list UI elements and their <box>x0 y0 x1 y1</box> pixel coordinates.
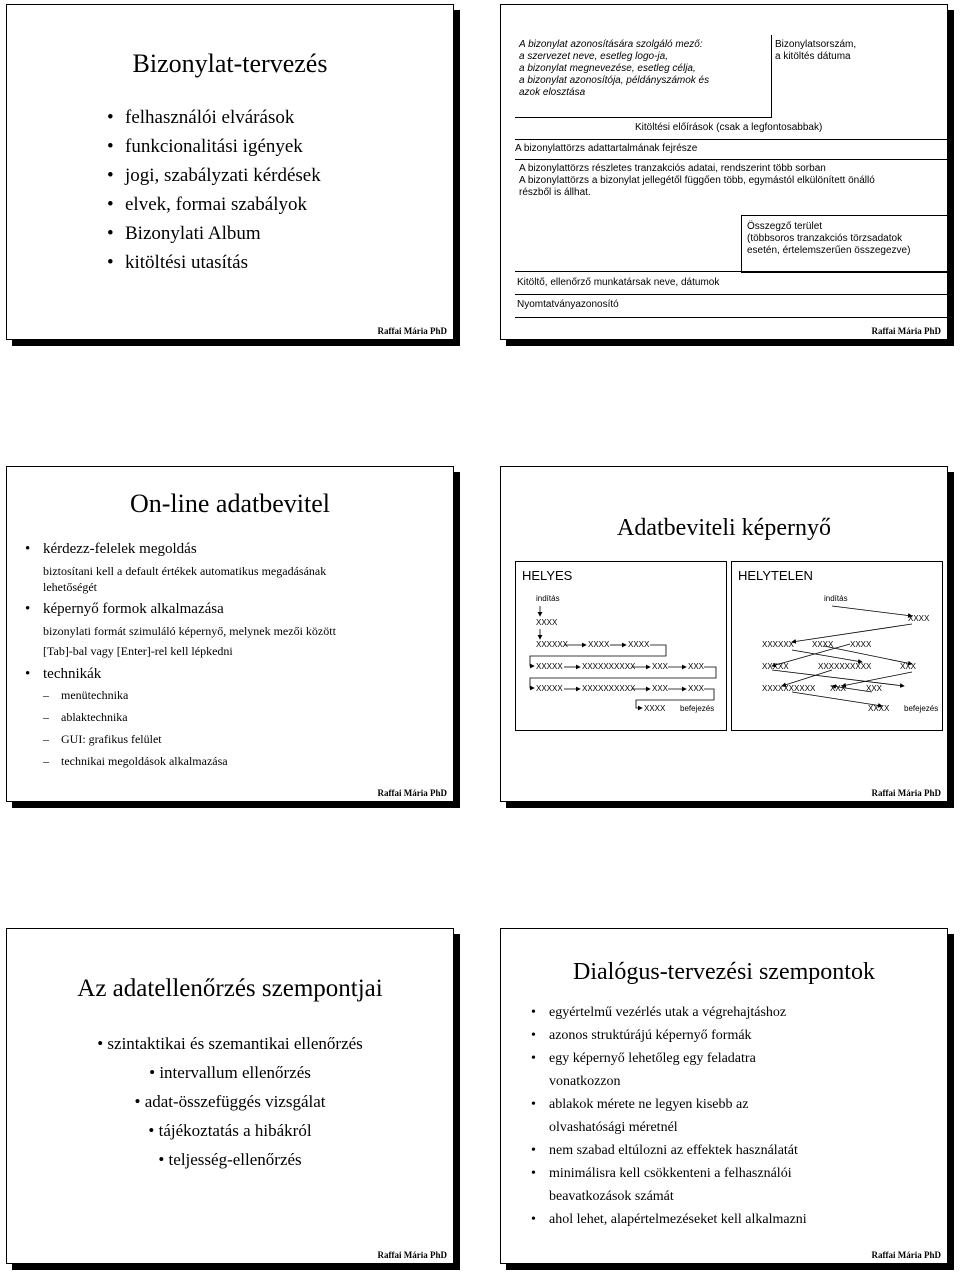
slide-adatellenorzes <box>6 928 454 1264</box>
list-item: • ablakok mérete ne legyen kisebb az olvashatósági méretnél <box>531 1093 931 1139</box>
slide-title: Bizonylat-tervezés <box>132 49 328 78</box>
list-item: • szintaktikai és szemantikai ellenőrzés <box>97 1034 363 1053</box>
field: XXXX <box>536 618 558 627</box>
list-item: • elvek, formai szabályok <box>107 190 321 219</box>
slide-online-adatbevitel <box>6 466 454 802</box>
sub-list <box>25 684 445 772</box>
author-label: Raffai Mária PhD <box>377 788 447 798</box>
slide-bizonylat-felepites <box>500 4 948 340</box>
field: XXXXXXXXXX <box>762 684 816 693</box>
serial-number-text: Bizonylatsorszám, a kitöltés dátuma <box>775 39 857 62</box>
author-label: Raffai Mária PhD <box>871 326 941 336</box>
slide-title: Az adatellenőrzés szempontjai <box>77 975 383 1002</box>
instructions-text: Kitöltési előírások (csak a legfontosabbak) <box>635 122 823 133</box>
list-item: • tájékoztatás a hibákról <box>148 1121 312 1140</box>
list-item: • egy képernyő lehetőleg egy feladatra vonatkozzon <box>531 1047 931 1093</box>
flow-arrows <box>732 562 942 730</box>
bullet-list <box>7 1029 453 1174</box>
list-item: • teljesség-ellenőrzés <box>158 1150 302 1169</box>
panel-label: HELYES <box>522 568 573 583</box>
field: XXX <box>652 684 669 693</box>
field: XXXX <box>908 614 930 623</box>
list-item: • nem szabad eltúlozni az effektek használatát <box>531 1139 931 1162</box>
author-label: Raffai Mária PhD <box>871 788 941 798</box>
start-label: indítás <box>824 594 848 603</box>
field: XXXX <box>628 640 650 649</box>
field: XXXXXX <box>762 640 795 649</box>
list-item: • jogi, szabályzati kérdések <box>107 161 321 190</box>
paragraph: biztosítani kell a default értékek automatikus megadásának lehetőségét <box>43 564 327 594</box>
slide-adatbeviteli-kepernyo <box>500 466 948 802</box>
slide-bizonylat-tervezes <box>6 4 454 340</box>
field: XXXXXXXXXX <box>818 662 872 671</box>
author-label: Raffai Mária PhD <box>377 1250 447 1260</box>
list-item: • adat-összefüggés vizsgálat <box>134 1092 326 1111</box>
list-item: • képernyő formok alkalmazása <box>25 599 445 619</box>
field: XXXX <box>644 704 666 713</box>
field: XXXX <box>850 640 872 649</box>
bullet-list <box>107 103 321 277</box>
author-label: Raffai Mária PhD <box>871 1250 941 1260</box>
panel-label: HELYTELEN <box>738 568 813 583</box>
list-item: • kérdezz-felelek megoldás <box>25 539 445 559</box>
id-field-text: A bizonylat azonosítására szolgáló mező: a szervezet neve, esetleg logo-ja, a bizonylat megnevezése, esetleg célja, a bizonylat azonosítója, példányszámok és azok elosztása <box>519 39 710 98</box>
field: XXX <box>688 684 705 693</box>
slide-title: Adatbeviteli képernyő <box>617 515 831 541</box>
end-label: befejezés <box>680 704 715 713</box>
sub-item: – GUI: grafikus felület <box>39 728 445 750</box>
field: XXX <box>830 684 847 693</box>
detail-text: A bizonylattörzs részletes tranzakciós adatai, rendszerint több sorban A bizonylattörzs a bizonylat jellegétől függően több, egymástól elkülönített önálló részből is állhat. <box>519 163 875 198</box>
list-item: • technikák <box>25 664 445 684</box>
field: XXXXX <box>536 662 563 671</box>
sub-item: – ablaktechnika <box>39 706 445 728</box>
list-item: • egyértelmű vezérlés utak a végrehajtáshoz <box>531 1001 931 1024</box>
field: XXX <box>866 684 883 693</box>
field: XXX <box>652 662 669 671</box>
list-item: • azonos struktúrájú képernyő formák <box>531 1024 931 1047</box>
field: XXXXXXXXXX <box>582 662 636 671</box>
paragraph: bizonylati formát szimuláló képernyő, melynek mezői között [Tab]-bal vagy [Enter]-rel kell lépkedni <box>43 624 336 658</box>
sub-item: – menütechnika <box>39 684 445 706</box>
author-label: Raffai Mária PhD <box>377 326 447 336</box>
header-part-text: A bizonylattörzs adattartalmának fejrésze <box>515 143 698 154</box>
summary-text: Összegző terület (többsoros tranzakciós törzsadatok esetén, értelemszerűen összegezve) <box>747 221 911 256</box>
correct-screen-panel <box>515 561 727 731</box>
end-label: befejezés <box>904 704 939 713</box>
bullet-list <box>531 1001 931 1231</box>
content <box>25 539 445 772</box>
field: XXXXXXXXXX <box>582 684 636 693</box>
list-item: • kitöltési utasítás <box>107 248 321 277</box>
field: XXX <box>900 662 917 671</box>
field: XXX <box>688 662 705 671</box>
list-item: • ahol lehet, alapértelmezéseket kell alkalmazni <box>531 1208 931 1231</box>
field: XXXX <box>812 640 834 649</box>
sub-item: – technikai megoldások alkalmazása <box>39 750 445 772</box>
form-id-text: Nyomtatványazonosító <box>517 299 619 310</box>
slide-title: Dialógus-tervezési szempontok <box>573 959 875 985</box>
field: XXXX <box>868 704 890 713</box>
list-item: • minimálisra kell csökkenteni a felhasználói beavatkozások számát <box>531 1162 931 1208</box>
start-label: indítás <box>536 594 560 603</box>
field: XXXXX <box>536 684 563 693</box>
field: XXXXXX <box>536 640 569 649</box>
fillers-text: Kitöltő, ellenőrző munkatársak neve, dátumok <box>517 277 720 288</box>
incorrect-screen-panel <box>731 561 943 731</box>
slide-title: On-line adatbevitel <box>130 489 330 518</box>
list-item: • Bizonylati Album <box>107 219 321 248</box>
list-item: • intervallum ellenőrzés <box>149 1063 311 1082</box>
field: XXXXX <box>762 662 789 671</box>
slide-dialogus-tervezes <box>500 928 948 1264</box>
field: XXXX <box>588 640 610 649</box>
flow-arrows <box>516 562 726 730</box>
list-item: • felhasználói elvárások <box>107 103 321 132</box>
list-item: • funkcionalitási igények <box>107 132 321 161</box>
